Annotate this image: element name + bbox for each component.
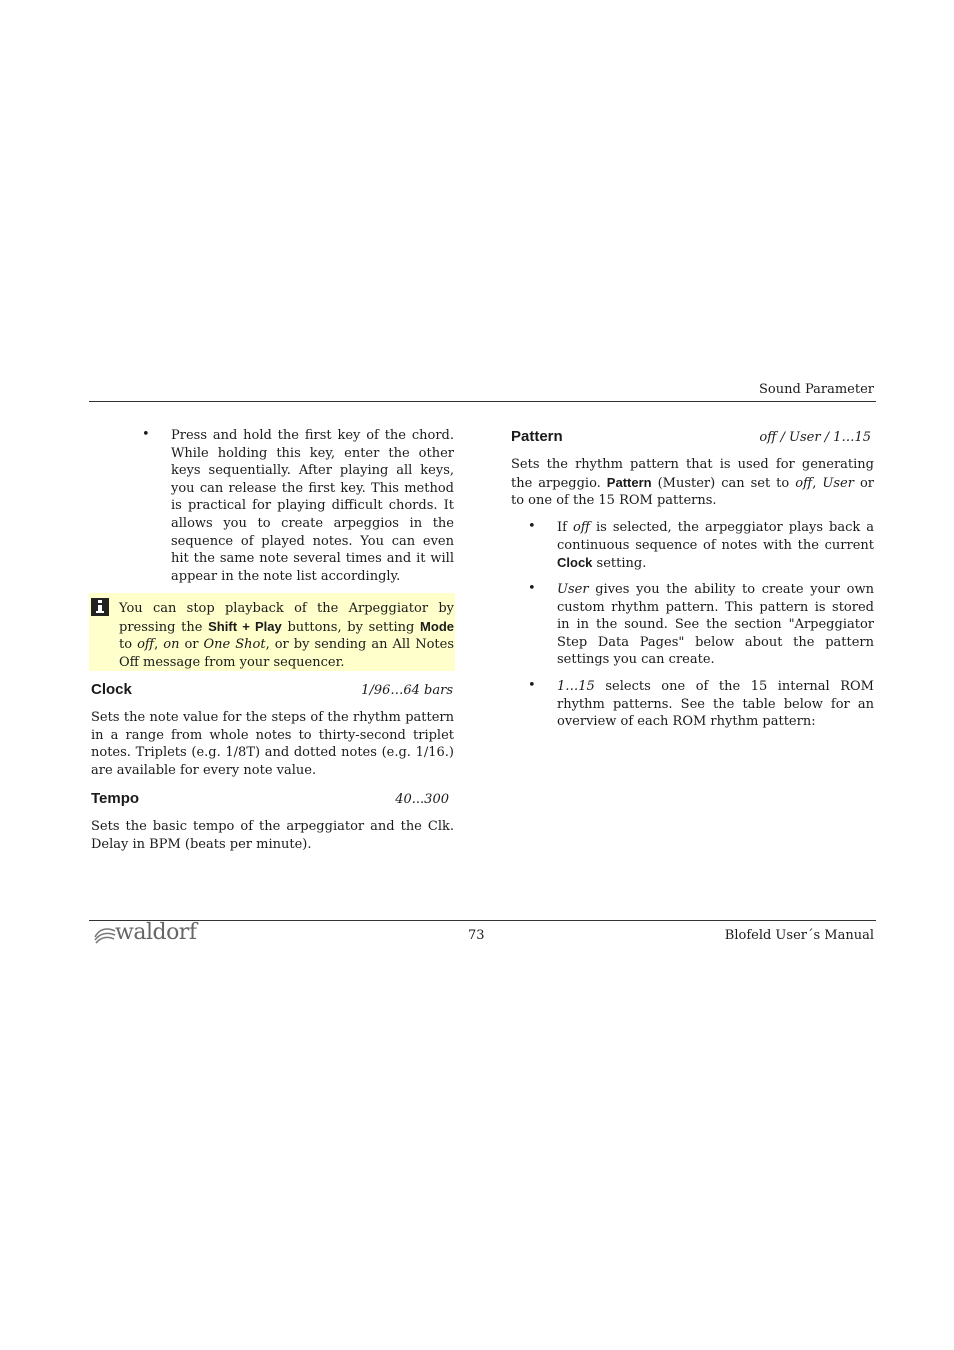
info-icon xyxy=(91,598,109,616)
clock-range: 1/96…64 bars xyxy=(361,683,453,698)
bullet-marker: • xyxy=(528,519,536,534)
tempo-range: 40...300 xyxy=(395,792,449,807)
manual-title: Blofeld User´s Manual xyxy=(724,928,874,943)
clock-heading: Clock xyxy=(91,681,132,698)
bullet-marker: • xyxy=(142,427,150,442)
tempo-heading: Tempo xyxy=(91,790,140,807)
pattern-heading: Pattern xyxy=(511,428,563,445)
header-rule xyxy=(89,401,876,402)
info-note-text: You can stop playback of the Arpeggiator by pressing the Shift + Play buttons, by setting Mode to off, on or One Shot, or by sending an All Notes Off message from your sequencer. xyxy=(119,601,454,670)
bullet-rom: 1…15 selects one of the 15 internal ROM rhythm patterns. See the table below for an overview of each ROM rhythm pattern: xyxy=(557,679,874,730)
bullet-marker: • xyxy=(528,678,536,693)
pattern-intro: Sets the rhythm pattern that is used for generating the arpeggio. Pattern (Muster) can set to off, User or to one of the 15 ROM patterns. xyxy=(511,457,874,509)
footer-rule xyxy=(89,920,876,921)
pattern-range: off / User / 1…15 xyxy=(759,430,871,445)
bullet-off: If off is selected, the arpeggiator plays back a continuous sequence of notes with the current Clock setting. xyxy=(557,520,874,572)
clock-body: Sets the note value for the steps of the rhythm pattern in a range from whole notes to thirty-second triplet notes. Triplets (e.g. 1/8T) and dotted notes (e.g. 1/16.) are available for every note value. xyxy=(91,710,454,778)
tempo-body: Sets the basic tempo of the arpeggiator and the Clk. Delay in BPM (beats per minute). xyxy=(91,819,454,852)
bullet-press-hold: Press and hold the first key of the chord. While holding this key, enter the other keys sequentially. After playing all keys, you can release the first key. This method is practical for playing difficult chords. It allows you to create arpeggios in the sequence of played notes. You can even hit the same note several times and it will appear in the note list accordingly. xyxy=(171,428,454,584)
section-header: Sound Parameter xyxy=(759,382,874,397)
waldorf-logo: waldorf xyxy=(93,920,203,948)
bullet-user: User gives you the ability to create your own custom rhythm pattern. This pattern is stored in in the sound. See the section "Arpeggiator Step Data Pages" below about the pattern settings you can create. xyxy=(557,582,874,668)
waldorf-swirl-icon xyxy=(93,923,117,947)
bullet-marker: • xyxy=(528,581,536,596)
page-number: 73 xyxy=(468,928,485,943)
